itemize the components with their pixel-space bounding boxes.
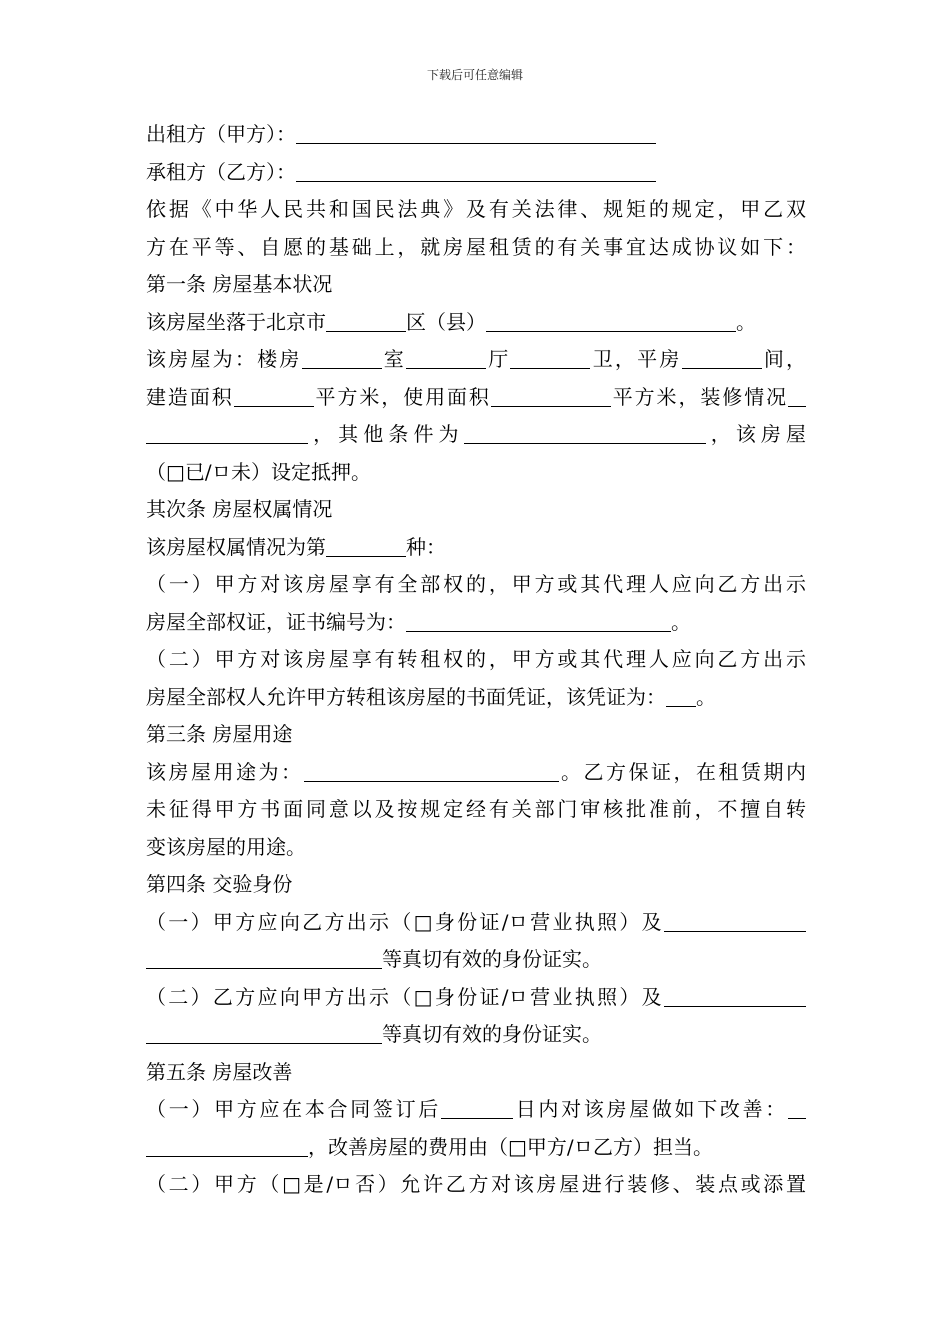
- lessor-line: 出租方（甲方）：: [146, 116, 806, 154]
- lessor-id-blank-start[interactable]: [664, 907, 806, 932]
- identity-clause-2-cont: 等真切有效的身份证实。: [146, 1016, 806, 1054]
- ownership-clause-1: （一）甲方对该房屋享有全部权的，甲方或其代理人应向乙方出示: [146, 572, 806, 596]
- usage-line-3: 变该房屋的用途。: [146, 834, 306, 859]
- lessee-id-blank-end[interactable]: [146, 1019, 382, 1044]
- baths-blank[interactable]: [510, 344, 590, 369]
- district-blank[interactable]: [326, 307, 406, 332]
- improvement-clause-2: （二）甲方（□是/ㅁ否）允许乙方对该房屋进行装修、装点或添置: [146, 1172, 806, 1196]
- page-header: 下载后可任意编辑: [426, 68, 523, 82]
- bungalow-rooms-blank[interactable]: [682, 344, 762, 369]
- article-3-heading: 第三条 房屋用途: [146, 722, 293, 746]
- decoration-blank-end[interactable]: [146, 419, 308, 444]
- usage-line: 该房屋用途为： 。乙方保证，在租赁期内: [146, 754, 806, 792]
- sublease-proof-blank[interactable]: [666, 682, 696, 707]
- improvement-clause-1-cont: ，改善房屋的费用由（□甲方/ㅁ乙方）担当。: [146, 1129, 806, 1167]
- preamble-line-1: 依据《中华人民共和国民法典》及有关法律、规矩的规定，甲乙双: [146, 197, 806, 221]
- article-1-heading: 第一条 房屋基本状况: [146, 272, 333, 296]
- article-4-heading: 第四条 交验身份: [146, 872, 293, 896]
- improvement-items-blank-start[interactable]: [788, 1094, 806, 1119]
- area-line: 建造面积 平方米，使用面积 平方米，装修情况: [146, 379, 806, 417]
- lessee-line: 承租方（乙方）：: [146, 154, 806, 192]
- mortgage-line: （□已/ㅁ未）设定抵押。: [146, 459, 371, 484]
- other-condition-blank[interactable]: [464, 419, 706, 444]
- rooms-blank[interactable]: [302, 344, 382, 369]
- contract-body: [146, 116, 806, 1204]
- lessor-id-blank-end[interactable]: [146, 944, 382, 969]
- certificate-line: 房屋全部权证，证书编号为： 。: [146, 604, 806, 642]
- identity-clause-1: （一）甲方应向乙方出示（□身份证/ㅁ营业执照）及: [146, 904, 806, 942]
- lessee-blank[interactable]: [296, 157, 656, 182]
- address-blank[interactable]: [486, 307, 736, 332]
- article-2-heading: 其次条 房屋权属情况: [146, 497, 333, 521]
- ownership-type-blank[interactable]: [326, 532, 406, 557]
- lessee-id-blank-start[interactable]: [664, 982, 806, 1007]
- preamble-line-2: 方在平等、自愿的基础上，就房屋租赁的有关事宜达成协议如下：: [146, 234, 806, 259]
- decoration-blank-start[interactable]: [788, 382, 806, 407]
- location-line: 该房屋坐落于北京市 区（县） 。: [146, 304, 806, 342]
- identity-clause-1-cont: 等真切有效的身份证实。: [146, 941, 806, 979]
- article-5-heading: 第五条 房屋改善: [146, 1059, 293, 1084]
- use-area-blank[interactable]: [491, 382, 611, 407]
- ownership-clause-2: （二）甲方对该房屋享有转租权的，甲方或其代理人应向乙方出示: [146, 647, 806, 671]
- improvement-clause-1: （一）甲方应在本合同签订后 日内对该房屋做如下改善：: [146, 1091, 806, 1129]
- usage-blank[interactable]: [304, 757, 559, 782]
- build-area-blank[interactable]: [234, 382, 314, 407]
- ownership-type-line: 该房屋权属情况为第 种：: [146, 529, 806, 567]
- certificate-number-blank[interactable]: [406, 607, 671, 632]
- improvement-days-blank[interactable]: [441, 1094, 513, 1119]
- identity-clause-2: （二）乙方应向甲方出示（□身份证/ㅁ营业执照）及: [146, 979, 806, 1017]
- sublease-proof-line: 房屋全部权人允许甲方转租该房屋的书面凭证，该凭证为： 。: [146, 679, 806, 717]
- improvement-items-blank-end[interactable]: [146, 1132, 308, 1157]
- layout-line: 该房屋为：楼房 室 厅 卫，平房 间，: [146, 341, 806, 379]
- halls-blank[interactable]: [406, 344, 486, 369]
- condition-line: ，其他条件为 ，该房屋: [146, 416, 806, 454]
- usage-line-2: 未征得甲方书面同意以及按规定经有关部门审核批准前，不擅自转: [146, 797, 806, 821]
- lessor-blank[interactable]: [296, 119, 656, 144]
